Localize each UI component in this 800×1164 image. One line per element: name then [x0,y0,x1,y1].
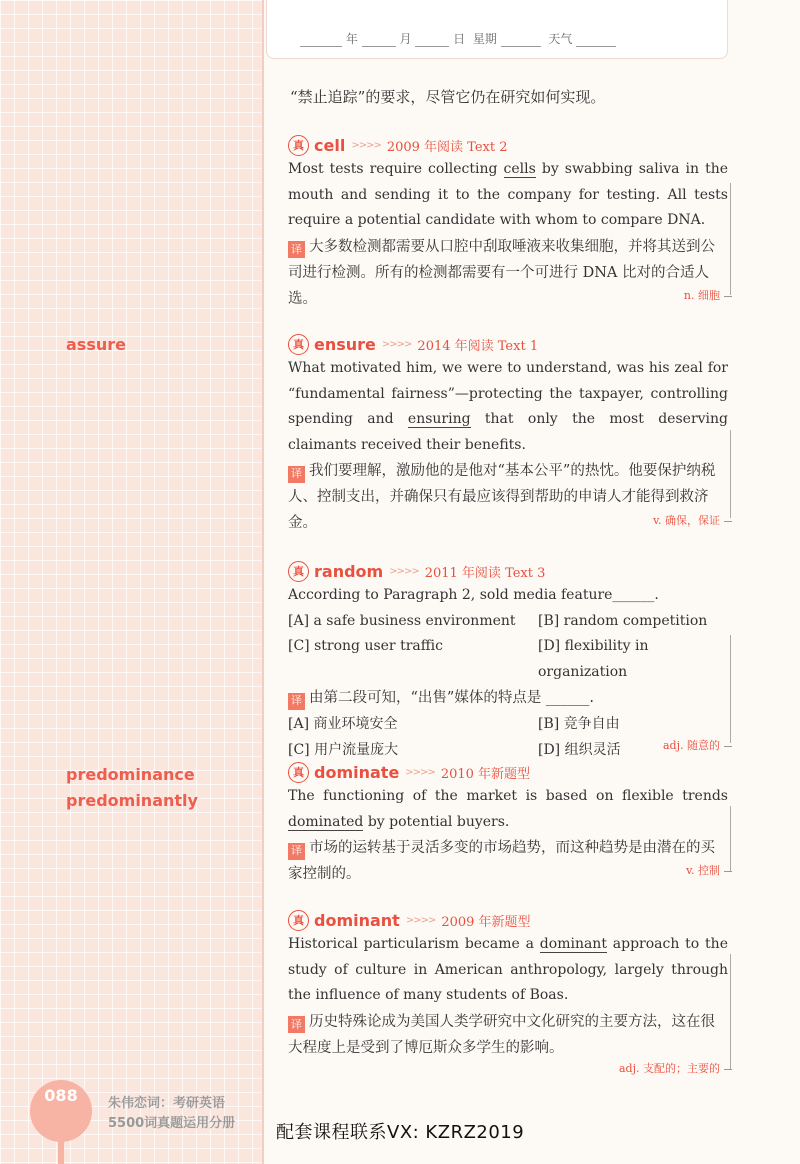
zhen-badge-icon: 真 [288,762,309,783]
entry-dominant [288,908,728,1075]
side-word-predominance: predominance [66,765,195,784]
entry-chinese [288,1009,728,1061]
chinese-text: 历史特殊论成为美国人类学研究中文化研究的主要方法，这在很大程度上是受到了博厄斯众多学生的影响。 [288,1013,715,1056]
english-text: The functioning of the market is based on flexible trends [288,788,728,804]
english-text: that only the most deserving claimants received their benefits. [288,411,728,453]
arrow-chevrons-icon: >>>> [405,766,435,778]
entry-source: 2011 年阅读 Text 3 [424,565,546,581]
yi-badge-icon: 译 [288,843,305,860]
entry-random [288,559,728,763]
yi-badge-icon: 译 [288,466,305,483]
entry-english [288,932,728,1009]
chinese-text: 大多数检测都需要从口腔中刮取唾液来收集细胞，并将其送到公司进行检测。所有的检测都需要有一个可进行 DNA 比对的合适人选。 [288,238,715,307]
option-d: [D] flexibility in organization [538,638,649,680]
side-word-predominantly: predominantly [66,791,198,810]
entry-chinese [288,835,728,887]
entry-word: cell [314,135,346,155]
english-text: approach to the study of culture in American anthropology, largely through the influence of many students of Boas. [288,936,728,1003]
entry-header [288,760,728,784]
bracket-line [730,954,732,1070]
entry-dominate [288,760,728,887]
part-of-speech-note: adj. 随意的 [663,737,732,753]
book-title-line2: 5500词真题运用分册 [108,1116,236,1131]
entry-header [288,133,728,157]
arrow-chevrons-icon: >>>> [381,338,412,350]
label-year: 年 [345,32,358,46]
label-weather: 天气 [548,32,573,46]
entry-source: 2010 年新题型 [440,766,531,782]
keyword-underlined: ensuring [407,411,471,427]
option-a: [A] a safe business environment [288,612,516,629]
zhen-badge-icon: 真 [288,910,309,931]
entry-word: dominate [314,762,400,782]
entry-source: 2014 年阅读 Text 1 [417,338,539,354]
option-c: [C] strong user traffic [288,638,444,654]
side-word-assure: assure [66,335,126,354]
english-text: by swabbing saliva in the mouth and sending it to the company for testing. All tests require a potential candidate with whom to compare DNA. [288,161,729,228]
entry-ensure [288,332,728,536]
question-chinese [288,685,728,711]
zhen-badge-icon: 真 [288,334,309,355]
date-line [300,30,616,47]
part-of-speech-note: adj. 支配的；主要的 [619,1060,732,1076]
book-title-line1: 朱伟恋词：考研英语 [108,1096,226,1111]
entry-cell [288,133,728,312]
arrow-chevrons-icon: >>>> [405,914,436,926]
options-english [288,609,728,686]
option-b: [B] random competition [538,612,708,629]
entry-source: 2009 年阅读 Text 2 [386,139,508,155]
bracket-line [730,430,732,518]
yi-badge-icon: 译 [288,693,305,710]
chinese-text: 由第二段可知，“出售”媒体的特点是 ______. [309,690,595,706]
intro-text: “禁止追踪”的要求，尽管它仍在研究如何实现。 [290,88,606,106]
entry-english [288,356,728,458]
option-c-zh: [C] 用户流量庞大 [288,742,399,758]
page-number-badge: 088 [30,1080,92,1142]
entry-source: 2009 年新题型 [441,914,531,930]
entry-header [288,908,728,932]
english-text: Historical particularism became a [288,936,540,952]
label-weekday: 星期 [472,32,497,46]
part-of-speech-note: n. 细胞 [684,287,732,303]
entry-header [288,332,728,356]
entry-word: dominant [314,910,400,930]
option-d-zh: [D] 组织灵活 [538,742,621,758]
zhen-badge-icon: 真 [288,561,309,582]
entry-word: random [314,561,384,581]
entry-word: ensure [314,334,376,354]
yi-badge-icon: 译 [288,241,305,258]
arrow-chevrons-icon: >>>> [389,565,419,577]
english-text: What motivated him, we were to understand, was his zeal for “fundamental fairness”—protecting the taxpayer, controlling spending and [288,360,728,427]
option-b-zh: [B] 竞争自由 [538,716,620,732]
book-title [108,1094,235,1134]
entry-chinese [288,234,728,312]
label-day: 日 [453,32,466,46]
zhen-badge-icon: 真 [288,135,309,156]
label-month: 月 [399,32,412,46]
keyword-underlined: dominated [288,813,364,830]
bracket-line [730,183,732,295]
entry-header [288,559,728,583]
question-english: According to Paragraph 2, sold media feature______. [288,587,659,603]
english-text: Most tests require collecting [288,161,504,177]
bracket-line [730,635,732,743]
keyword-underlined: cells [503,161,536,177]
contact-watermark: 配套课程联系VX: KZRZ2019 [276,1122,525,1143]
option-a-zh: [A] 商业环境安全 [288,716,398,732]
keyword-underlined: dominant [539,936,607,952]
left-grid-sidebar [0,0,264,1164]
chinese-text: 市场的运转基于灵活多变的市场趋势，而这种趋势是由潜在的买家控制的。 [288,840,715,882]
yi-badge-icon: 译 [288,1016,305,1033]
arrow-chevrons-icon: >>>> [351,139,381,151]
part-of-speech-note: v. 确保，保证 [653,512,732,528]
english-text: by potential buyers. [363,813,510,830]
entry-english [288,157,728,234]
part-of-speech-note: v. 控制 [686,862,732,878]
chinese-text: 我们要理解，激励他的是他对“基本公平”的热忱。他要保护纳税人、控制支出，并确保只有最应该得到帮助的申请人才能得到救济金。 [288,463,716,531]
entry-english [288,784,728,835]
